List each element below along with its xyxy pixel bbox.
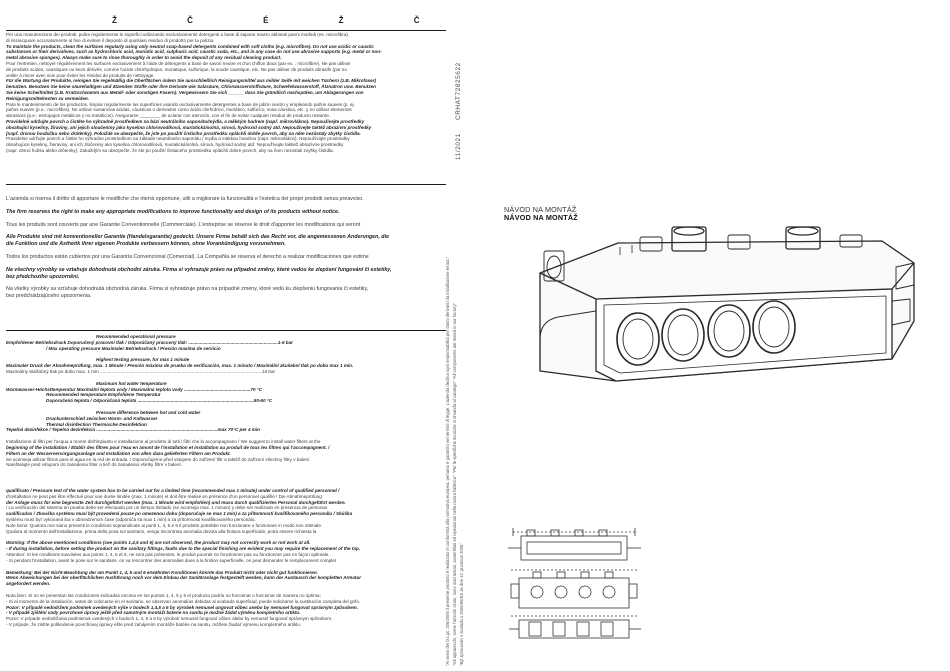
spec-line: Highest testing pressure, for max 1 minute [96, 357, 190, 363]
spec-line: Pressure difference between hot and cold water [96, 409, 201, 415]
spec-line: Maximaler Druck der Abnahmeprüfung, max. 1 Minute / Presión máxima de prueba de verificación, max. 1 minuto / Maximální zkušební tlak po dobu max 1 min. [6, 363, 354, 369]
note-line: - If during installation, before setting the product on the sanitary fittings, faults due to the special finishing are evident you may require the replacement of the tap. [6, 546, 361, 552]
cleaning-line: obsahujúce kyseliny, žieraviny, ani ich zlúčeniny ako kyselina chlorovodíková, muriatická/solná, sírová, hydroxid sodný atď. Nepoužívajte taktiež abrazívne prostriedky [6, 142, 344, 148]
spec-line: Recommended operational pressure [96, 334, 176, 339]
note-line: cualificadas / Zkouška systému musí být provedená pouze po omezenou dobu (doporučuje se max 1 min) a za přítomnosti kvalifikovaného personálu / Skúška [6, 511, 353, 517]
cleaning-line: Reinigungsmittelresten zu vermeiden. [6, 95, 89, 101]
divider-rights [6, 184, 446, 185]
title-cz: NÁVOD NA MONTÁŽ [504, 213, 578, 223]
legal-line-3: "Byl zpracován v souladu s 2006/95/ES ze dne 12. prosince 2006" [459, 543, 464, 666]
cleaning-line: Para le mantenimiento de los productos, limpiar regularmente las superficies usando exclusivamente detergentes a base de jabón neutro y empleando paños suaves (p. ej. [6, 101, 355, 107]
cleaning-line: substances or their derivatives, such as hydrochloric acid, muriatic acid, sulphuric acid, caustic soda, etc., and in any case do not use abrasive supports (e.g. metal or non- [6, 49, 382, 55]
spec-line: Recommended temperature Empfohlene Temperatur [46, 392, 161, 398]
rights-notice [6, 196, 446, 300]
title-sk: NÁVOD NA MONTÁŽ [504, 205, 577, 214]
cleaning-instructions [6, 32, 446, 154]
technical-drawings [505, 510, 645, 645]
cleaning-line: Sie keine Scheifmittel (z.B. Kratzschwamm aus Metall- oder sonstigen Fasern). Vergewissern Sie sich ______ dass Sie gründlich nachspülen, um Ablagerungen von [6, 89, 364, 95]
rights-line: The firm reserves the right to make any appropriate modifications to improve functionality and design of its products without notice. [6, 208, 340, 215]
rights-line: die Funktion und die Ästhetik ihrer eigenen Produkte verbessern können, ohne Vorankündigung vorzunehmen. [6, 241, 286, 248]
note-line: Pozor: V případě nedodržení podmínek uvedených výše v bodech 1,4,5 a 6 by výrobek nemusel ungovat vůbec anebo by nemusel fungovat správným způsobem. [6, 604, 359, 610]
cleaning-line: To maintain the products, clean the surfaces regularly using only neutral soap-based detergents combined with soft cloths (e.g. microfibre). Do not use acidic or caustic [6, 43, 374, 49]
technical-specifications [6, 334, 446, 468]
cleaning-line: Für die Wartung der Produkte, reinigen Sie regelmäßig die Oberflächen indem Sie ausschließlich Reinigungsmittel aus milder Seife mit weichen Tüchern (z.B. Mikrofaser) [6, 78, 377, 84]
rights-line: Na všechny výrobky se vztahuje dohodnutá obchodní záruka. Firma si vyhrazuje právo na případné změny, které vedou ke zlepšení fungování či estetiky, [6, 266, 392, 273]
cleaning-line: Pravidelne udržujte povrch a čistite ho výhradne prostriedkom na základe neutrálneho saponátu / mydla a mäkkou handrou (napr. mikrovlákno). Nepoužívajte prostriedky [6, 136, 350, 142]
note-line: - Si al momento de la instalación, antes de colocarse en el sanitario, se observan anomalías debidas al acabado superficial, puede solicitarse la sustitución completa del grifo. [6, 598, 361, 604]
spec-line: Se aconseja utilizar filtros para el agua en la red de entrada. / Doporučujeme před vstupem do zařízení filtr a taktéž do zařízení všechny filtry v balení. [6, 456, 311, 462]
product-code: CRHAT72825622 [455, 62, 462, 120]
note-line: - Si pendant l'installation, avant le pose sur le sanitaire, on va rencontrer des anomalies dues à la finition superficielle, on peut demander le remplacement complet [6, 557, 337, 563]
divider-specs [6, 330, 446, 331]
side-legal-text [441, 10, 491, 670]
spec-line: Maximum hot water temperature [96, 380, 167, 386]
warnings-notes [6, 488, 446, 628]
spec-line: Thermal disinfection Thermische Desinfektion [46, 421, 147, 427]
spec-line: Warmwasser-Höchsttemperatur Maximální teplota vody / Maximálna teplota vody ....................................................70 °C [6, 386, 263, 392]
note-line: angefordert werden. [6, 581, 51, 587]
date-label: 11/2021 [455, 133, 462, 160]
note-line: Bemerkung: Bei der Nicht-Beachtung der am Punkt 1, 4, 5 und 6 erwähnten Konditionen könnte das Produkt nicht oder nicht gut funktionieren. [6, 569, 318, 575]
note-line: - V případě zjištění vady povrchové úpravy ještě před samotným montáží baterie na sanitu je možné žádat výměnu kompletního artiklu. [6, 610, 301, 616]
note-line: Note bene: Qualora non siano presenti le condizioni sopraindicate ai punti 1, 4, 5 e 6 il prodotto potrebbe non funzionare o funzionare in modo non ottimale. [6, 522, 323, 528]
cleaning-line: obsahující kyseliny, žíraviny, ani jejich sloučeniny jako kyselina chlorovodíková, muriatická/solná, sírová, hydroxid sodný atd. Nepoužívejte taktéž abrazivní prostředky [6, 124, 372, 130]
note-line: - V prípade, že zistíte poškodenie povrchovej úpravy ešte pred zahájením montáže batérie na sanitu, môžete žiadať výmenu kompletného artiklu. [6, 621, 302, 627]
cleaning-line: de produits acides, caustiques ou leurs dérivés, comme l'acide chlorhydrique, muriatique, sulfurique, la soude caustique, etc. Ne pas utiliser de produits abrasifs (par ex. [6, 66, 349, 72]
spec-line: / Max operating pressure Maximaler Betriebsdruck / Presión maxima de servicio [46, 345, 221, 351]
note-line: d'installation ne peut pas être effectué pour une durée limitée (max. 1 minute) et doit être réalisé en présence d'un personnel qualifié / Die Abnahmeprüfung [6, 493, 322, 499]
cleaning-line: Pour l'entretien, nettoyer régulièrement les surfaces exclusivement à l'aide de détergents à base de savon neutre et d'un chiffon doux (par ex. : microfibre). Ne pas utiliser [6, 60, 351, 66]
spec-line: Empfohlener Betriebsdruck Doporučený pracovní tlak / Odporúčaný pracovný tlak: ......................................................................1-5 bar [6, 339, 293, 345]
cleaning-line: (např. drsnou houbičku nebo drátěnky). Pokaždé se ubezpečte, že jste po použití čisticího prostředku opláchli dobře povrch, aby na něm nezůstaly zbytky čistidla. [6, 130, 361, 136]
spec-line: beginning of the installation / Établir des filtres pour l'eau en amont de l'installation et installation au produit de tous les filtres qui l'accompagnent. / [6, 444, 330, 450]
spec-line: Druckunterschied zwischen Warm- und Kaltwasser [46, 415, 158, 421]
note-line: / La verificación del sistema en prueba debe ser efectuado por un tiempo limitado (se aconseja max. 1 minuto) y debe ser realizado en presencia de personas [6, 505, 328, 511]
legal-line-2: "Gli apparecchi, come l'articolo citato, sono stati testati, assemblati ed ispezionati nella nostra fabbrica". "Per le specifiche tecniche si rimanda al catalogo" "All components are tested in our factory" [452, 302, 457, 666]
spec-line: Installazione di filtri per l'acqua a monte dell'impianto e installazione al prodotto di tutti i filtri che lo accompagnano / We suggest to install water filters at the [6, 439, 321, 445]
note-line: systému musí byť vykonaná iba v obmedzenom čase (odporúča sa max 1 min) a za prítomnosti kvalifikovaného personálu. [6, 516, 256, 522]
spec-line: Maximálny skúšobný tlak po dobu max. 1 min ...............................................................................................................................16 bar [6, 368, 276, 374]
cleaning-line: abrasivos (p.e.: estropajos metálicos y no metálicos). Asegurarse ________ de aclarar con atención, con el fin de evitar cualquier residuo de producto restante. [6, 113, 331, 119]
spec-line: Doporučená teplota / Odporúčaná teplota ...........................................................................................50-60 °C [46, 398, 272, 404]
note-line: Qualora al momento dell'installazione, prima della posa sul sanitario, venga riscontrata anomalia dovuta alla finitura superficiale, potrà essere richiesta la [6, 528, 317, 534]
spec-line: Tepelná dezinfekce / Tepelná dezinfekcia ...............................................................................................max 70°C per 4 min [6, 427, 260, 433]
note-line: Nota bien: Si no se presentan las condiciones indicadas encima en los puntos 1, 4, 5 y 6 el producto podría no funcionar o funcionar de manera no óptima; [6, 592, 321, 598]
note-line: der Anlage muss für eine begrenzte Zeit durchgeführt werden (max. 1 Minute wird empfohlen) und muss durch qualifiziertes Personal durchgeführt werden. [6, 499, 346, 505]
note-line: Warning: If the above mentioned conditions (see points 1,4,5 and 6) are not observed, the product may not correctly work or not work at all. [6, 540, 311, 546]
legal-line-1: "Ai sensi del D.Lgs. 206/2005 il presente prodotto è realizzato in conformità alla normativa europea, pertanto è garantito nei termini di legge. L'azienda declina ogni responsabilità per danni derivanti da installazione errata." [445, 256, 450, 666]
diacritics-header: Ž Č É Ž Č [112, 16, 454, 25]
cleaning-line: Per una manutenzione dei prodotti, pulire regolarmente le superfici utilizzando esclusivamente detergenti a base di sapone neutro abbinati panni morbidi (es. microfibra). [6, 32, 350, 37]
rights-line: Tous les produits sont couverts par une Garantie Conventionnelle (Commerciale). L'entreprise se réserve le droit d'apporter les modifications qui seront [6, 221, 361, 228]
cleaning-line: veiller à rincer avec soin pour éviter les résidus de produits de nettoyage. [6, 72, 155, 78]
note-line: Wenn Abweichungen bei der oberflächlichen Ausführung noch vor dem Einbau der Sanitäranlage festgestellt werden, kann der Austausch der kompletten Armatur [6, 575, 362, 581]
note-line: Attention: Si les conditions susvisées aux points 1, 4, 5 et 6, ne sont pas présentes, le produit pourrait ne fonctionner pas ou fonctionner pas en façon optimale. [6, 551, 330, 557]
rights-line: Na všetky výrobky sa vzťahuje dohodnutá obchodná záruka. Firma si vyhradzuje právo na prípadné zmeny, ktoré vedú ku zlepšeniu fungovania či estetiky, [6, 286, 369, 293]
rights-line: Todos los productos están cubiertos por una Garantía Convencional (Comercial). La Compañía se reserva el derecho a realizar modificaciones que estime [6, 253, 369, 260]
spec-line: Nainštalujte pred vstupom do zariadenia filter a tiež do zariadenia všetky filtre v balení. [6, 462, 182, 468]
cleaning-line: paños suaves (p.e.: microfibra). No utilizar sustancias ácidas, cáusticas o derivados como ácido clorhídrico, muriático, sulfúrico, sosa cáustica, etc. y no utilizar elementos [6, 107, 352, 113]
cleaning-line: di risciacquare accuratamente al fine di evitare il deposito di qualsiasi residuo di prodotto per la pulizia. [6, 37, 215, 43]
rights-line: Alle Produkte sind mit konventioneller Garantie (Handelsgarantie) gedeckt. Unsere Firma behält sich das Recht vor, die angemessenen Änderungen, die [6, 234, 389, 241]
instructions-column [6, 0, 446, 671]
rights-line: L'azienda si riserva il diritto di apportare le modifiche che riterrà opportune, utili a migliorare la funzionalità e l'estetica dei propri prodotti senza preavviso. [6, 196, 364, 202]
cleaning-line: Pravidelně udržujte povrch a čistěte ho výhradně prostředkem na bázi neutrálního saponátu/mýdla, a měkkým hadrem (např. mikrovlákno). Nepoužívejte prostředky [6, 118, 365, 124]
rights-line: bez predchádzajúceho upozornenia. [6, 293, 92, 300]
note-line: Pozor: V prípade nedodržania podmienok uvedených v bodoch 1, 4, 5 a 6 by výrobok nemusel fungovať vôbec alebo by nemusel fungovať správnym spôsobom. [6, 616, 333, 622]
rights-line: bez předchozího upozornění. [6, 273, 80, 280]
valve-body-illustration [500, 221, 920, 391]
spec-line: Filtern an der Wasserversorgungsanlage und Installation von allen dazu gelieferten Filtern am Produkt. [6, 450, 231, 456]
cleaning-line: (napr. drsnú hubku alebo drôtenky). Zakaždým sa ubezpečte, že ste po použití čistiaceho prostriedku opláchli dobre povrch, aby na ňom nezostali zvyšky čistidla. [6, 147, 334, 153]
note-line: qualificato / Pressure test of the water system has to be carried out for a limited time (recommended max 1 minute) under control of qualified personnel / [6, 488, 340, 493]
divider-top [6, 30, 446, 31]
cleaning-line: metal abrasive sponges). Always make sure to rinse thoroughly in order to avoid the deposit of any residual cleaning product. [6, 55, 282, 61]
cleaning-line: benutzen. Benutzen Sie keine säurehaltigen und ätzenden Stoffe oder ihre Derivate wie Salzsäure, Chlorwasserstoffsäure, Schwefelwasserstoff, Ätznatron usw. Benutzen [6, 84, 376, 90]
